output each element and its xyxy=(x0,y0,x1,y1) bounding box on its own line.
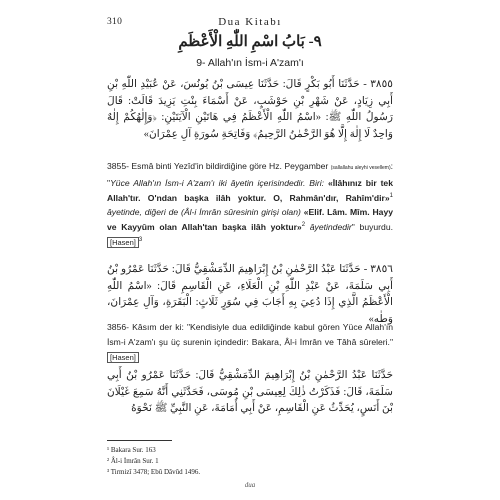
footnote-ref-3[interactable]: 3 xyxy=(138,237,143,244)
hadith-3855-turkish xyxy=(107,159,393,251)
running-title: Dua Kitabı xyxy=(218,16,282,28)
footer-mark: dua xyxy=(244,481,256,489)
footnote-3: ³ Tirmizî 3478; Ebû Dâvûd 1496. xyxy=(107,468,201,476)
grade-badge: [Hasen] xyxy=(107,237,139,248)
footnote-1: ¹ Bakara Sur. 163 xyxy=(107,446,156,454)
hadith-3855-text-2: : " xyxy=(107,161,393,188)
hadith-3855-text-1: 3855- Esmâ binti Yezîd'in bildirdiğine göre Hz. Peygamber xyxy=(107,161,329,171)
ayah-quote-1: «İlâhınız bir tek Allah'tır. O'ndan başka ilâh yoktur. O, Rahmân'dır, Rahîm'dir» xyxy=(107,177,393,203)
salla-abbreviation: (sallallahu aleyhi vesellem) xyxy=(330,165,391,171)
page-number: 310 xyxy=(107,17,123,27)
hadith-3855-italic-1: Yüce Allah'ın İsm-i A'zam'ı iki âyetin içerisindedir. Biri: xyxy=(110,177,328,188)
footnote-2: ² Âl-i İmrân Sur. 1 xyxy=(107,457,159,465)
hadith-3855-arabic: ٣٨٥٥ - حَدَّثَنَا أَبُو بَكْرٍ قَالَ: حَدَّثَنَا عِيسَى بْنُ يُونُسَ، عَنْ عُبَيْدِ اللّٰهِ بْنِ أَبِي زِيَادٍ، عَنْ شَهْرِ بْنِ حَوْشَبٍ، عَنْ أَسْمَاءَ بِنْتِ يَزِيدَ قَالَتْ: قَالَ رَسُولُ اللّٰهِ ﷺ: «اسْمُ اللّٰهِ الْأَعْظَمُ فِي هَاتَيْنِ الْآيَتَيْنِ: ﴿وَإِلٰهُكُمْ إِلٰهٌ وَاحِدٌ لَا إِلٰهَ إِلَّا هُوَ الرَّحْمٰنُ الرَّحِيمُ﴾ وَفَاتِحَةِ سُورَةِ آلِ عِمْرَانَ» xyxy=(107,79,393,140)
hadith-3855-text-3: " buyurdu. xyxy=(351,222,393,233)
grade-badge: [Hasen] xyxy=(107,352,139,363)
section-title-turkish: 9- Allah'ın İsm-i A'zam'ı xyxy=(196,57,304,69)
hadith-3855-italic-3: âyetindedir xyxy=(305,222,352,233)
footnote-divider xyxy=(107,440,172,441)
section-title-arabic: ٩- بَابُ اسْمِ اللّٰهِ الْأَعْظَمِ xyxy=(178,34,322,50)
ayah-quote-2: «Elif. Lâm. Mîm. Hayy ve Kayyûm olan Allah'tan başka ilâh yoktur» xyxy=(107,207,393,233)
footnote-ref-2[interactable]: 2 xyxy=(301,222,306,229)
hadith-3855-italic-2: âyetinde, diğeri de (Âl-i İmrân sûresinin girişi olan) xyxy=(107,207,304,218)
isnad-arabic: حَدَّثَنَا عَبْدُ الرَّحْمٰنِ بْنُ إِبْرَاهِيمَ الدِّمَشْقِيُّ قَالَ: حَدَّثَنَا عَمْرُو بْنُ أَبِي سَلَمَةَ، قَالَ: فَذَكَرْتُ ذٰلِكَ لِعِيسَى بْنِ مُوسَى، فَحَدَّثَنِي أَنَّهُ سَمِعَ غَيْلَانَ بْنَ أَنَسٍ، يُحَدِّثُ عَنِ الْقَاسِمِ، عَنْ أَبِي أُمَامَةَ، عَنِ النَّبِيِّ ﷺ نَحْوَهُ xyxy=(107,370,393,414)
hadith-3856-turkish xyxy=(107,320,393,365)
hadith-3856-text: 3856- Kâsım der ki: "Kendisiyle dua edildiğinde kabul gören Yüce Allah'ın İsm-i A'zam'ı şu üç surenin içindedir: Bakara, Âl-i İmrân ve Tâhâ sûreleri." xyxy=(107,322,393,347)
hadith-3856-arabic: ٣٨٥٦ - حَدَّثَنَا عَبْدُ الرَّحْمٰنِ بْنُ إِبْرَاهِيمَ الدِّمَشْقِيُّ قَالَ: حَدَّثَنَا عَمْرُو بْنُ أَبِي سَلَمَةَ، عَنْ عَبْدِ اللّٰهِ بْنِ الْعَلَاءِ، عَنِ الْقَاسِمِ قَالَ: «اسْمُ اللّٰهِ الْأَعْظَمُ الَّذِي إِذَا دُعِيَ بِهِ أَجَابَ فِي سُوَرٍ ثَلَاثٍ: الْبَقَرَةِ، وَآلِ عِمْرَانَ، وَطٰه» xyxy=(107,264,393,325)
footnote-ref-1[interactable]: 1 xyxy=(389,192,393,199)
